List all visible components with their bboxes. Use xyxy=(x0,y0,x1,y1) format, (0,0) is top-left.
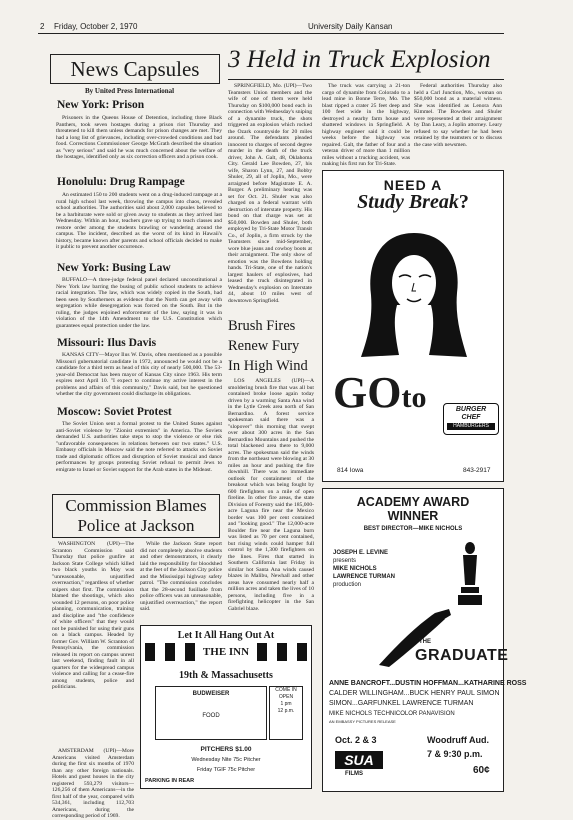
brush-headline xyxy=(228,316,308,376)
logo-line-1: BURGER xyxy=(455,406,487,413)
inn-sign-4: 12 p.m. xyxy=(277,708,295,714)
cast-3: SIMON...GARFUNKEL LAWRENCE TURMAN xyxy=(329,700,474,707)
masthead-rule xyxy=(38,33,504,34)
capsules-byline: By United Press International xyxy=(85,87,175,95)
to-text: to xyxy=(401,381,427,414)
credit-5: production xyxy=(333,582,362,588)
capsule-body-0: Prisoners in the Queens House of Detention, including three Black Panthers, took seven hostages during a prison riot Thursday and threatened to kill them unless demands for prison changes are met. They had a long list of grievances, including over-crowded conditions and bad food. Corrections Commissioner George McGrath described the situation as "very serious" and said he was much concerned about the welfare of the hostages, identified only as six correction officers and a prison cook. xyxy=(56,115,222,160)
commission-head-1: Commission Blames xyxy=(65,496,207,515)
go-to xyxy=(333,368,427,420)
logo-line-3: HAMBURGERS xyxy=(447,423,495,430)
woman-illustration xyxy=(359,225,469,365)
ticket-price: 60¢ xyxy=(473,765,490,776)
commission-head-box xyxy=(52,494,220,538)
burger-chef-logo xyxy=(443,403,499,435)
study-break-ad xyxy=(322,170,504,482)
commission-col-2: While the Jackson State report did not completely absolve students and other demonstrators, it clearly laid the responsibility for bloodshed at the feet of the Jackson City police and the Mississippi highway safety patrol. "The commission concludes that the 28-second fusillade from police officers was an unreasonable, unjustified overreaction," the report said. xyxy=(140,541,222,612)
cast-4: MIKE NICHOLS TECHNICOLOR PANAVISION xyxy=(329,711,455,717)
award-line-2: WINNER xyxy=(387,509,439,523)
commission-col-1: WASHINGTON (UPI)—The Scranton Commission said Thursday that police gunfire at Jackson State College which killed two black youths in May was "unreasonable, unjustified overreaction," regardless of whether snipers shot first. The commission blamed the shootings, which also wounded 12 persons, on poor police planning, communication, training and discipline and "the confidence of white officers" that they would not be punished for using their guns on a black campus. Headed by former Gov. William W. Scranton of Pennsylvania, the commission released its report on campus unrest last weekend, finding fault in all quarters for the widespread campus violence and calling for a cease-fire among students, police and politicians. xyxy=(52,541,134,690)
paper-name: University Daily Kansan xyxy=(308,22,393,31)
brush-body: LOS ANGELES (UPI)—A smoldering brush fire that was all but contained broke loose again today driven by a warming Santa Ana wind in the Lytle Creek area north of San Bernardino. A forest service spokesman said there was a "slopover" this morning that swept over about 300 acres in the San Bernardino Mountains and pushed the total blackened area there to 9,000 acres. The spokesman said the winds from the northeast were blowing at 30 miles an hour and pushing the fire downhill. There was no immediate outlook for containment of the breakout which was being fought by 600 firefighters on a mile of open fireline. In other fire areas, the state Division of Forestry said the 185,000-acre Laguna fire near the Mexico border was 100 per cent contained and "looking good." The 12,000-acre Boulder fire near the Laguna burn was listed as 70 per cent contained, but rising winds could hamper full control by the 1,300 firefighters on the lines. Fires that started in Southern California last Friday in similar hot Santa Ana winds caused blazes in Malibu, Newhall and other areas have consumed nearly half a million acres and taken the lives of 10 persons, including five in a firefighting helicopter in the San Gabriel blaze. xyxy=(228,378,314,612)
cast-credits xyxy=(329,679,527,725)
inn-parking: PARKING IN REAR xyxy=(145,778,195,784)
inn-address: 19th & Massachusetts xyxy=(179,670,273,681)
study-phone: 843-2917 xyxy=(463,467,491,474)
inn-banner: Let It All Hang Out At xyxy=(177,630,275,641)
capsule-body-3: KANSAS CITY—Mayor Ilus W. Davis, often mentioned as a possible Missouri gubernatorial candidate in 1972, announced he would not be a candidate for a third term as head of this city of nearly 500,000. The 53-year-old Democrat has been mayor of Kansas City since 1963. His term expires next April 10. "I expect to continue my active interest in the problems and affairs of this community," Davis said, but he questioned whether the city government could discharge its obligations. xyxy=(56,352,222,397)
credit-4: LAWRENCE TURMAN xyxy=(333,574,395,580)
capsule-head-1: Honolulu: Drug Rampage xyxy=(57,176,185,188)
cast-2: CALDER WILLINGHAM...BUCK HENRY PAUL SIMON xyxy=(329,690,500,697)
go-text: GO xyxy=(333,368,402,417)
inn-wednesday: Wednesday Nite 75c Pitcher xyxy=(191,757,261,763)
brush-head-2: Renew Fury xyxy=(228,338,300,354)
issue-date: Friday, October 2, 1970 xyxy=(54,22,138,31)
inn-pitchers: PITCHERS $1.00 xyxy=(200,746,252,753)
capsule-head-2: New York: Busing Law xyxy=(57,262,171,274)
brush-head-3: In High Wind xyxy=(228,358,308,374)
award-line-1: ACADEMY AWARD xyxy=(356,495,470,509)
capsule-head-4: Moscow: Soviet Protest xyxy=(57,406,172,418)
graduate-title: GRADUATE xyxy=(415,647,509,664)
study-main: Study Break xyxy=(357,191,459,213)
films-label: FILMS xyxy=(345,771,363,777)
show-time: 7 & 9:30 p.m. xyxy=(427,749,483,759)
capsule-head-0: New York: Prison xyxy=(57,99,145,111)
amsterdam-story: AMSTERDAM (UPI)—More Americans visited Amsterdam during the first six months of 1970 than any other foreign nationals. Hotels and guest houses in the city registered 593,279 visitors—126,256 of them Americans—in the first half of the year, compared with 534,361, including 112,703 Americans, during the corresponding period of 1969. xyxy=(52,748,134,819)
inn-sign-3: 1 pm xyxy=(280,701,292,707)
capsule-head-3: Missouri: Ilus Davis xyxy=(57,337,157,349)
credit-2: presents xyxy=(333,558,357,564)
show-dates: Oct. 2 & 3 xyxy=(335,735,377,745)
explosion-col-1: SPRINGFIELD, Mo. (UPI)—Two Teamsters Union members and the wife of one of them were held Thursday on $100,000 bond each in connection with Wednesday's sniping of a dynamite truck, the shots triggered an explosion which rocked the Ozark countryside for 20 miles around. The defendants pleaded innocent to charges of second degree murder in the death of the truck driver, John A. Galt, 48, Oklahoma City. Gerald Lee Bowden, 27, his wife, Sharon Lynn, 27, and Bobby Shuler, 29, all of Joplin, Mo., were arraigned before Magistrate E. A. Burger. A preliminary hearing was set for Oct. 21. Shuler was also charged on a federal warrant with destruction of interstate property. His bond on that charge was set at $50,000. Bowden and Shuler, both employed by Tri-State Motor Transit Co., of Joplin, a firm struck by the Teamsters since mid-September, wore blue jeans and cowboy boots at their arraignment. The only show of emotion was the Bowdens holding hands. Tri-State, one of the nation's largest haulers of explosives, had leased the truck disintegrated in Wednesday's explosion on Interstate 44, about 10 miles west of downtown Springfield. xyxy=(228,83,312,304)
credit-3: MIKE NICHOLS xyxy=(333,566,377,572)
explosion-col-2: The truck was carrying a 21-ton cargo of dynamite from Colorado to a lead mine in Bonne Terre, Mo. The blast ripped a crater 25 feet deep and 100 feet wide in the highway, destroyed a nearby farm house and shattered windows in Springfield. A highway engineer said it could be weeks before the highway was repaired. Galt, the father of four and a veteran driver of more than 1 million miles without a trucking accident, was making his first run for Tri-State. xyxy=(322,83,410,167)
show-place: Woodruff Aud. xyxy=(427,735,489,745)
capsule-body-4: The Soviet Union sent a formal protest to the United States against anti-Soviet violence by "Zionist extremists" in America. The Soviets demanded U.S. authorities take steps to stop the violence or else risk "unfavorable consequences in relations between our two states." U.S. Embassy officials in Moscow said the note referred to attacks on Soviet trade and diplomatic offices and disruption of Soviet musical and dance performances by groups protesting Soviet refusal to permit Jews to emigrate to Israel or Soviet support for the Arab states in the Mideast. xyxy=(56,421,222,473)
capsule-body-2: BUFFALO—A three-judge federal panel declared unconstitutional a New York law barring the busing of public school students to achieve racial integration. The law, which was widely copied in the South, had been seen by Southerners as evidence that the North can get away with segregation while desegregation was forced on the South. But in the ruling, the judges enjoined enforcement of the law, saying it was in violation of the 14th Amendment to the U.S. Constitution which guarantees equal protection under the law. xyxy=(56,277,222,329)
study-top: NEED A xyxy=(383,177,443,193)
inn-friday: Friday TGIF 75c Pitcher xyxy=(196,767,256,773)
the-text: THE xyxy=(419,639,431,645)
page-number: 2 xyxy=(40,22,45,31)
study-address: 814 Iowa xyxy=(337,467,364,474)
study-question-mark: ? xyxy=(458,191,469,213)
best-director: BEST DIRECTOR—MIKE NICHOLS xyxy=(363,526,463,532)
credit-1: JOSEPH E. LEVINE xyxy=(333,550,389,556)
inn-sign-2: OPEN xyxy=(278,694,294,700)
oscar-statuette-icon xyxy=(453,541,487,609)
graduate-ad xyxy=(322,488,527,792)
capsules-title: News Capsules xyxy=(70,57,200,81)
inn-name: THE INN xyxy=(202,646,250,658)
cast-1: ANNE BANCROFT...DUSTIN HOFFMAN...KATHARINE ROSS xyxy=(329,680,527,687)
cast-5: AN EMBASSY PICTURES RELEASE xyxy=(329,719,396,724)
capsule-body-1: An estimated 150 to 200 students went on a drug-induced rampage at a rural high school last week, throwing the campus into chaos, revealed school authorities. The authorities said about 2,000 capsules believed to be a barbiturate were sold or given away to students as they arrived last Wednesday. Within an hour, teachers gave up trying to teach classes and restore order among the students brawling or wandering around the campus. The incident, described as the worst of its kind in Hawaii's history, became known after parents and school officials decided to make it public to prevent another occurrence. xyxy=(56,192,222,250)
sua-logo: SUA xyxy=(335,751,383,769)
explosion-col-3: Federal authorities Thursday also held a Carl Junction, Mo., woman on $50,000 bond as a material witness. She was identified as Lenora Ann Kimmel. The Bowdens and Shuler were represented at their arraignment by Dan Leary, a Joplin attorney. Leary refused to say whether he had been retained by the teamsters or to discuss the case with newsmen. xyxy=(414,83,502,148)
commission-head-2: Police at Jackson xyxy=(77,516,195,535)
explosion-rule xyxy=(228,79,504,80)
logo-line-2: CHEF xyxy=(461,414,481,421)
inn-sign-1: COME IN xyxy=(275,687,297,693)
explosion-headline: 3 Held in Truck Explosion xyxy=(228,46,491,73)
study-headline xyxy=(323,191,503,214)
inn-food-sign: FOOD xyxy=(202,713,220,719)
inn-beer-sign: BUDWEISER xyxy=(192,691,230,697)
producer-credits xyxy=(333,549,395,589)
brush-head-1: Brush Fires xyxy=(228,318,296,334)
capsules-title-box xyxy=(50,54,220,84)
